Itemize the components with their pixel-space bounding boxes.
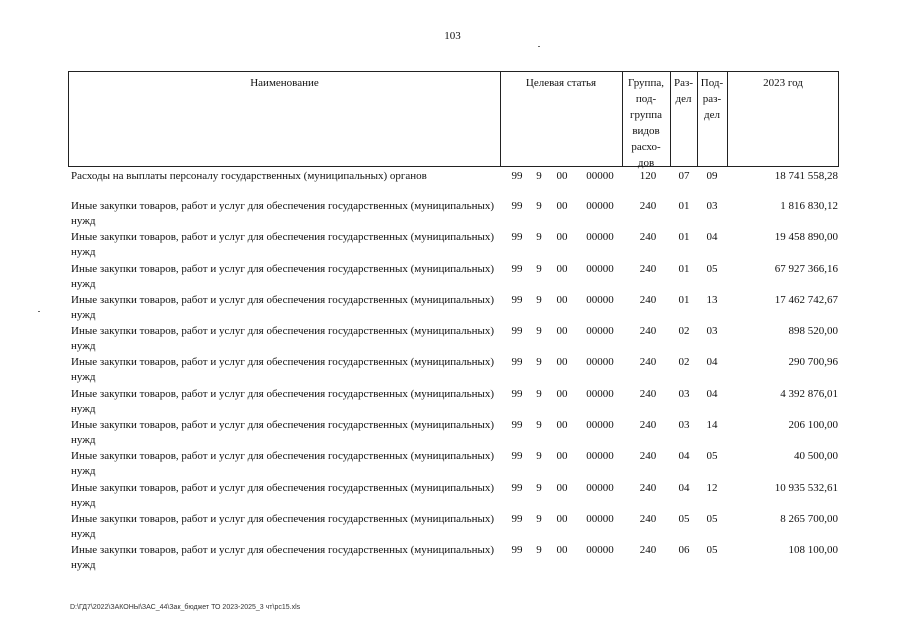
expense-group: 240 — [639, 231, 657, 244]
expense-group: 240 — [639, 262, 657, 275]
subsection-code: 05 — [706, 512, 718, 525]
target-subprogram: 9 — [536, 481, 542, 494]
target-direction: 00000 — [586, 231, 614, 244]
row-name: Иные закупки товаров, работ и услуг для обеспечения государственных (муниципальных) нужд — [71, 356, 495, 384]
target-main-event: 00 — [556, 512, 568, 525]
target-direction: 00000 — [586, 512, 614, 525]
header-group-line: под- — [635, 93, 657, 105]
subsection-code: 13 — [706, 293, 718, 306]
expense-group: 240 — [639, 450, 657, 463]
header-section-line: дел — [675, 93, 692, 105]
subsection-code: 04 — [706, 387, 718, 400]
table-row — [68, 198, 848, 229]
target-direction: 00000 — [586, 481, 614, 494]
expense-group: 240 — [639, 481, 657, 494]
target-main-event: 00 — [556, 293, 568, 306]
target-subprogram: 9 — [536, 356, 542, 369]
expense-group: 240 — [639, 293, 657, 306]
amount-2023: 290 700,96 — [788, 356, 838, 369]
target-main-event: 00 — [556, 200, 568, 212]
row-name: Расходы на выплаты персоналу государственных (муниципальных) органов — [71, 170, 427, 182]
target-main-event: 00 — [556, 481, 568, 494]
file-path-footer: D:\ГД7\2022\ЗАКОНЫ\ЗАС_44\Зак_бюджет ТО 2023-2025_3 чт\рс15.xls — [70, 604, 301, 611]
target-main-event: 00 — [556, 387, 568, 400]
target-main-event: 00 — [556, 231, 568, 244]
expense-group: 240 — [639, 200, 657, 212]
target-program: 99 — [511, 170, 523, 182]
section-code: 04 — [678, 481, 690, 494]
target-direction: 00000 — [586, 419, 614, 432]
row-name: Иные закупки товаров, работ и услуг для обеспечения государственных (муниципальных) нужд — [71, 450, 495, 478]
target-direction: 00000 — [586, 170, 614, 182]
target-subprogram: 9 — [536, 293, 542, 306]
row-name: Иные закупки товаров, работ и услуг для обеспечения государственных (муниципальных) нужд — [71, 481, 495, 509]
target-program: 99 — [511, 512, 523, 525]
target-subprogram: 9 — [536, 419, 542, 432]
target-program: 99 — [511, 356, 523, 369]
expense-group: 240 — [639, 512, 657, 525]
amount-2023: 8 265 700,00 — [780, 512, 838, 525]
target-direction: 00000 — [586, 356, 614, 369]
target-program: 99 — [511, 231, 523, 244]
header-group-line: дов — [637, 157, 655, 169]
target-subprogram: 9 — [536, 262, 542, 275]
table-body — [68, 168, 848, 574]
section-code: 03 — [678, 387, 690, 400]
header-group-line: расхо- — [631, 141, 661, 153]
amount-2023: 18 741 558,28 — [774, 170, 838, 182]
header-group-line: Группа, — [628, 77, 664, 89]
target-direction: 00000 — [586, 200, 614, 212]
target-program: 99 — [511, 325, 523, 338]
amount-2023: 108 100,00 — [788, 544, 838, 557]
expense-group: 120 — [639, 170, 657, 182]
amount-2023: 898 520,00 — [788, 325, 838, 338]
table-row — [68, 354, 848, 385]
table-row — [68, 261, 848, 292]
target-main-event: 00 — [556, 356, 568, 369]
amount-2023: 19 458 890,00 — [774, 231, 838, 244]
scan-mark — [538, 46, 540, 47]
target-direction: 00000 — [586, 325, 614, 338]
section-code: 06 — [678, 544, 690, 557]
target-program: 99 — [511, 450, 523, 463]
expense-group: 240 — [639, 356, 657, 369]
header-subsection-line: дел — [704, 109, 720, 121]
header-group-line: группа — [629, 109, 663, 121]
row-name: Иные закупки товаров, работ и услуг для обеспечения государственных (муниципальных) нужд — [71, 387, 495, 415]
table-row — [68, 168, 848, 198]
expense-group: 240 — [639, 419, 657, 432]
target-main-event: 00 — [556, 419, 568, 432]
header-year: 2023 год — [763, 77, 803, 89]
expense-group: 240 — [639, 325, 657, 338]
amount-2023: 4 392 876,01 — [780, 387, 838, 400]
section-code: 01 — [678, 231, 690, 244]
target-program: 99 — [511, 200, 523, 212]
section-code: 03 — [678, 419, 690, 432]
row-name: Иные закупки товаров, работ и услуг для обеспечения государственных (муниципальных) нужд — [71, 512, 495, 540]
page-number: 103 — [444, 30, 461, 42]
table-row — [68, 292, 848, 323]
target-program: 99 — [511, 544, 523, 557]
row-name: Иные закупки товаров, работ и услуг для обеспечения государственных (муниципальных) нужд — [71, 200, 495, 227]
target-subprogram: 9 — [536, 170, 542, 182]
target-main-event: 00 — [556, 170, 568, 182]
target-program: 99 — [511, 293, 523, 306]
subsection-code: 09 — [706, 170, 718, 182]
target-main-event: 00 — [556, 544, 568, 557]
amount-2023: 17 462 742,67 — [774, 293, 838, 306]
row-name: Иные закупки товаров, работ и услуг для обеспечения государственных (муниципальных) нужд — [71, 325, 495, 353]
subsection-code: 03 — [706, 325, 718, 338]
row-name: Иные закупки товаров, работ и услуг для обеспечения государственных (муниципальных) нужд — [71, 419, 495, 447]
section-code: 01 — [678, 293, 690, 306]
header-subsection-line: раз- — [702, 93, 722, 105]
amount-2023: 40 500,00 — [794, 450, 838, 463]
row-name: Иные закупки товаров, работ и услуг для обеспечения государственных (муниципальных) нужд — [71, 293, 495, 321]
target-direction: 00000 — [586, 450, 614, 463]
amount-2023: 1 816 830,12 — [780, 200, 838, 212]
target-subprogram: 9 — [536, 325, 542, 338]
subsection-code: 14 — [706, 419, 718, 432]
target-subprogram: 9 — [536, 200, 542, 212]
scan-mark — [38, 311, 40, 312]
target-direction: 00000 — [586, 544, 614, 557]
section-code: 05 — [678, 512, 690, 525]
target-program: 99 — [511, 387, 523, 400]
target-main-event: 00 — [556, 325, 568, 338]
target-subprogram: 9 — [536, 512, 542, 525]
header-target-article: Целевая статья — [525, 77, 597, 89]
header-section — [670, 75, 697, 107]
table-header — [68, 71, 839, 167]
section-code: 01 — [678, 200, 690, 212]
expense-group: 240 — [639, 544, 657, 557]
table-row — [68, 417, 848, 448]
target-direction: 00000 — [586, 387, 614, 400]
subsection-code: 04 — [706, 356, 718, 369]
target-subprogram: 9 — [536, 450, 542, 463]
target-program: 99 — [511, 419, 523, 432]
table-row — [68, 229, 848, 260]
target-subprogram: 9 — [536, 231, 542, 244]
section-code: 02 — [678, 325, 690, 338]
expense-group: 240 — [639, 387, 657, 400]
subsection-code: 05 — [706, 544, 718, 557]
amount-2023: 10 935 532,61 — [774, 481, 838, 494]
target-program: 99 — [511, 262, 523, 275]
table-row — [68, 542, 848, 573]
section-code: 01 — [678, 262, 690, 275]
section-code: 07 — [678, 170, 690, 182]
target-subprogram: 9 — [536, 544, 542, 557]
header-expense-group — [622, 75, 670, 171]
row-name: Иные закупки товаров, работ и услуг для обеспечения государственных (муниципальных) нужд — [71, 262, 495, 290]
amount-2023: 67 927 366,16 — [774, 262, 838, 275]
subsection-code: 03 — [706, 200, 718, 212]
section-code: 02 — [678, 356, 690, 369]
target-main-event: 00 — [556, 450, 568, 463]
subsection-code: 05 — [706, 262, 718, 275]
header-section-line: Раз- — [673, 77, 693, 89]
target-main-event: 00 — [556, 262, 568, 275]
target-program: 99 — [511, 481, 523, 494]
section-code: 04 — [678, 450, 690, 463]
table-row — [68, 323, 848, 354]
subsection-code: 04 — [706, 231, 718, 244]
subsection-code: 05 — [706, 450, 718, 463]
subsection-code: 12 — [706, 481, 718, 494]
target-subprogram: 9 — [536, 387, 542, 400]
table-row — [68, 448, 848, 479]
header-subsection — [697, 75, 727, 123]
table-row — [68, 511, 848, 542]
row-name: Иные закупки товаров, работ и услуг для обеспечения государственных (муниципальных) нужд — [71, 231, 495, 259]
table-row — [68, 480, 848, 511]
header-group-line: видов — [632, 125, 660, 137]
target-direction: 00000 — [586, 293, 614, 306]
header-name: Наименование — [250, 77, 319, 89]
row-name: Иные закупки товаров, работ и услуг для обеспечения государственных (муниципальных) нужд — [71, 544, 495, 572]
header-subsection-line: Под- — [700, 77, 724, 89]
amount-2023: 206 100,00 — [788, 419, 838, 432]
table-row — [68, 386, 848, 417]
target-direction: 00000 — [586, 262, 614, 275]
